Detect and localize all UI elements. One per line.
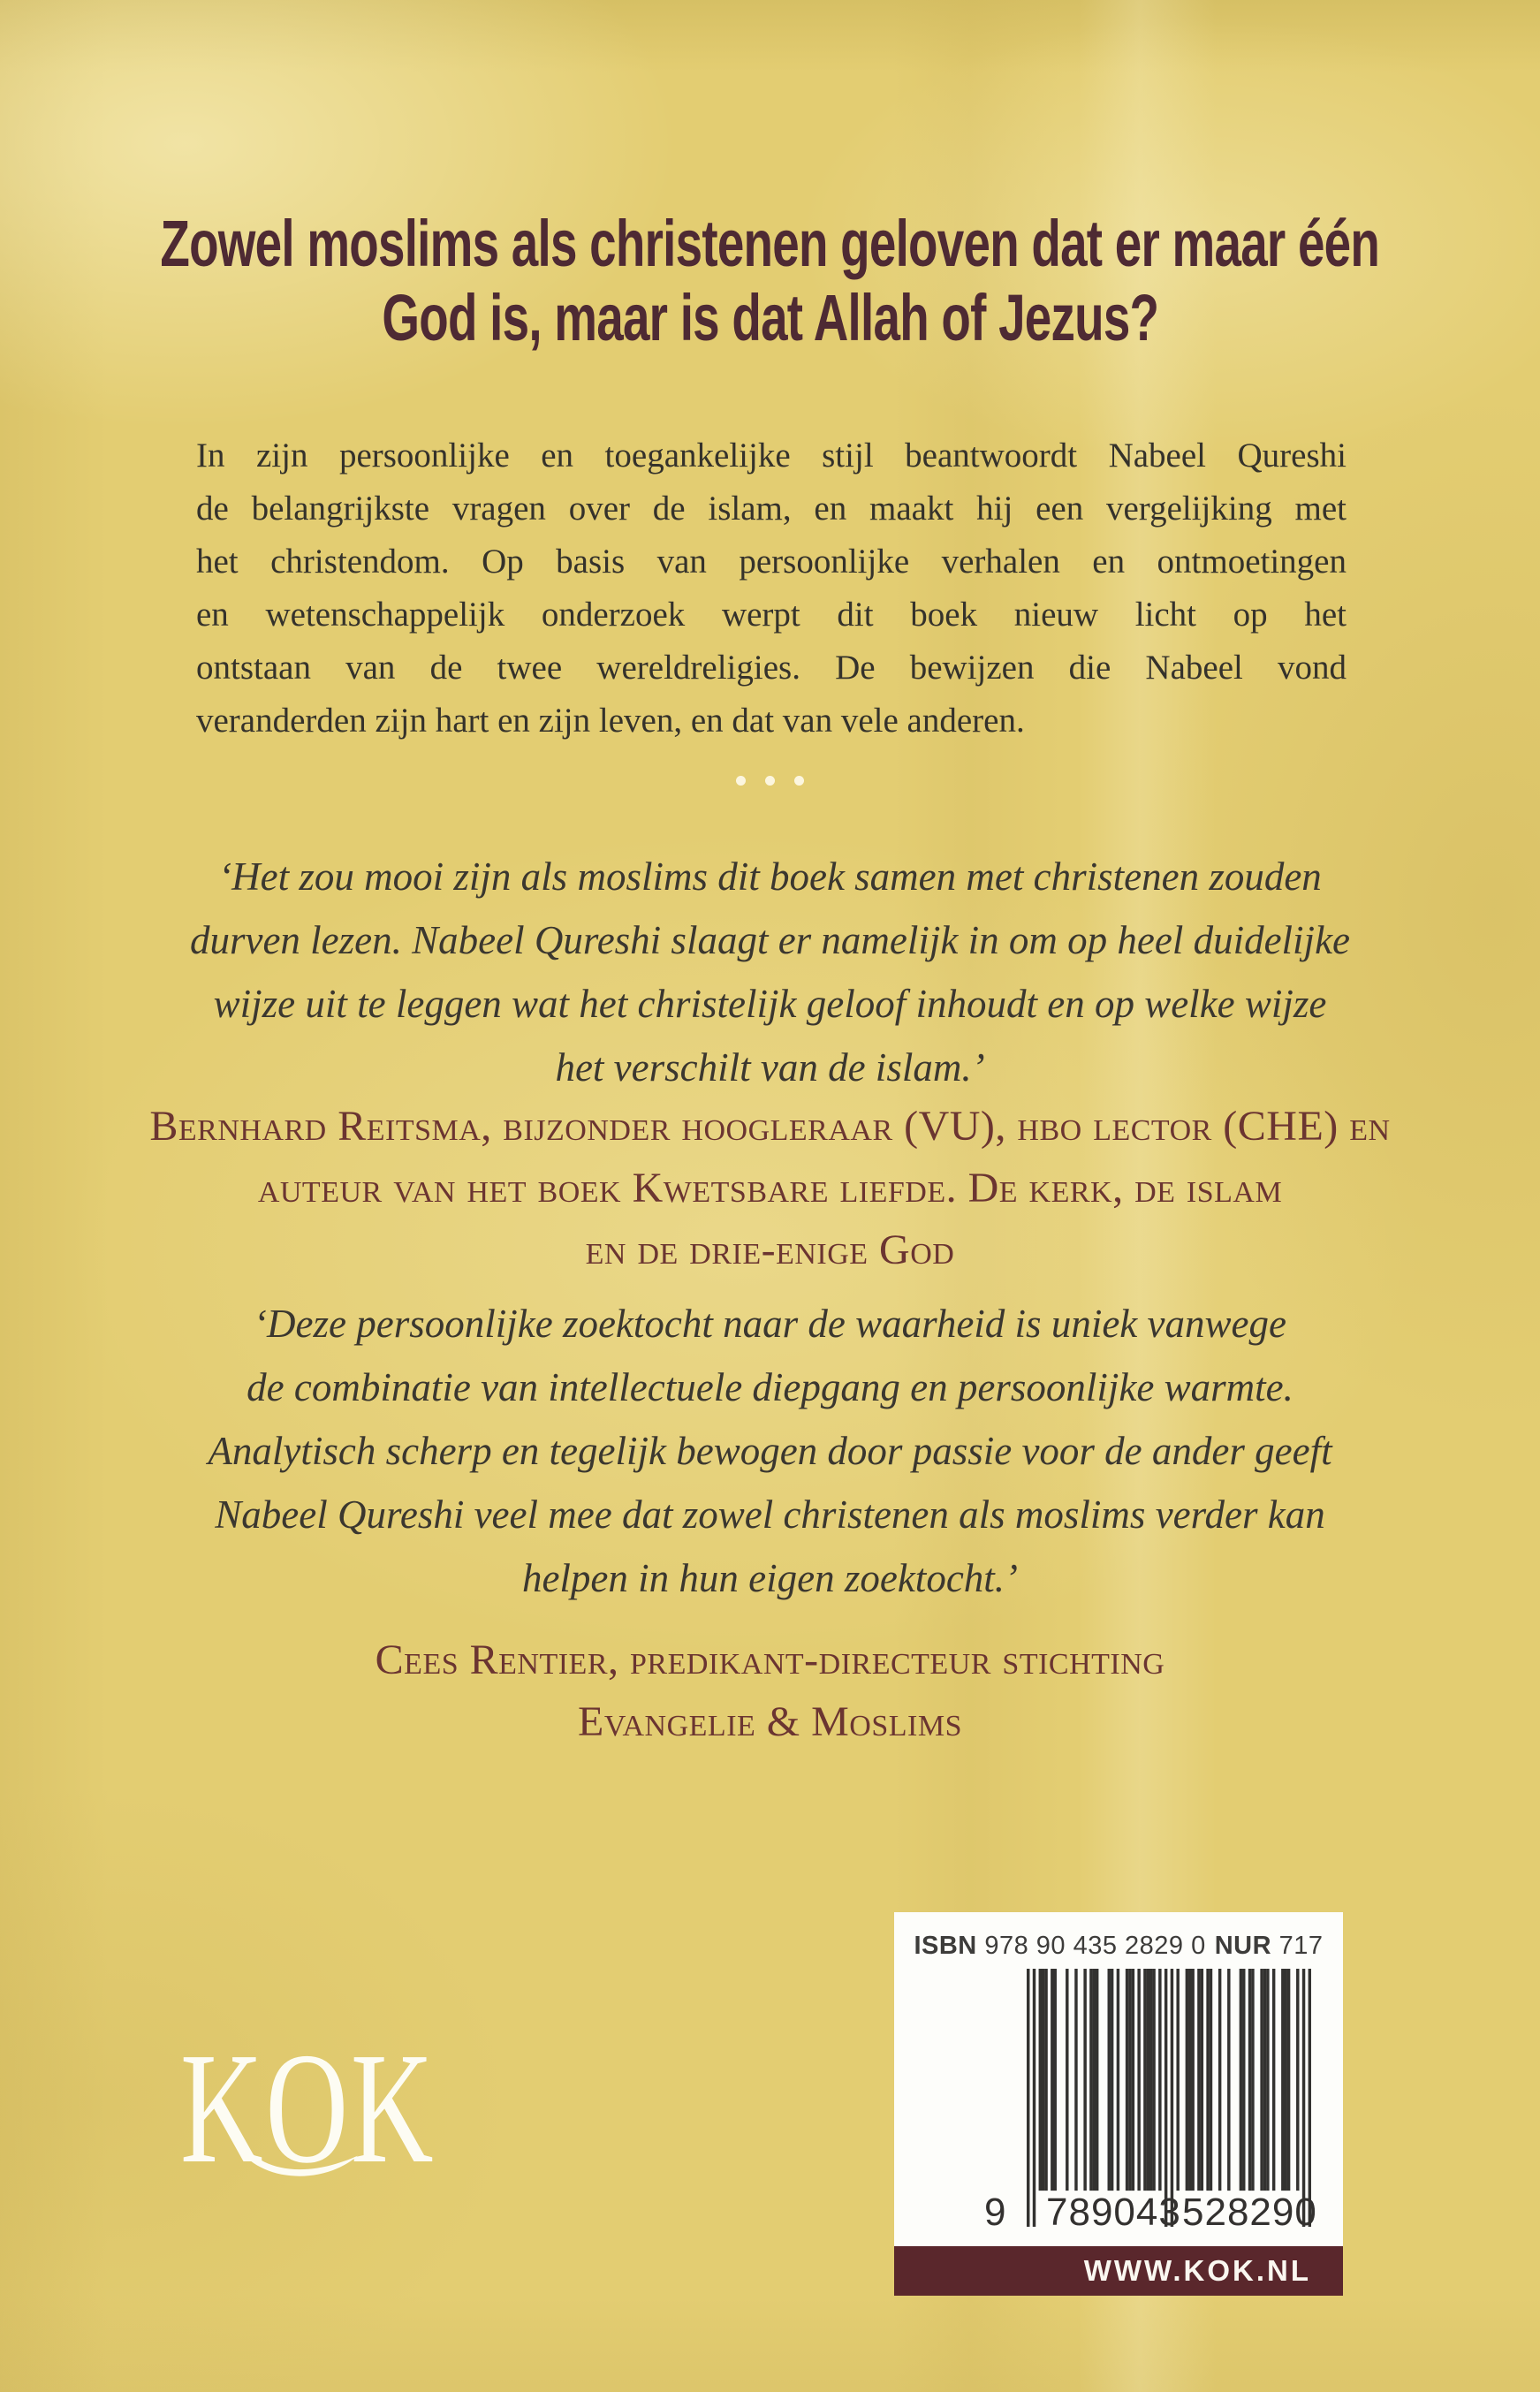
quote-line: ‘Het zou mooi zijn als moslims dit boek samen met christenen zouden <box>218 854 1322 899</box>
divider-dot <box>794 776 804 786</box>
ean13-barcode <box>1027 1969 1311 2227</box>
kok-logo-text: KOK <box>180 2020 436 2196</box>
quote-2 <box>0 1292 1540 1610</box>
quote-line: Analytisch scherp en tegelijk bewogen door passie voor de ander geeft <box>208 1429 1332 1473</box>
isbn-label: ISBN <box>914 1932 977 1960</box>
body-paragraph <box>196 429 1347 748</box>
attribution-line: auteur van het boek Kwetsbare liefde. De kerk, de islam <box>257 1165 1283 1211</box>
attribution-line: Evangelie & Moslims <box>578 1698 962 1745</box>
barcode-digits-right: 528290 <box>1182 2191 1317 2234</box>
quote-line: ‘Deze persoonlijke zoektocht naar de waarheid is uniek vanwege <box>254 1302 1286 1346</box>
divider-dot <box>736 776 746 786</box>
divider-dots <box>0 776 1540 786</box>
body-line: veranderden zijn hart en zijn leven, en dat van vele anderen. <box>196 702 1025 740</box>
quote-2-attribution <box>0 1629 1540 1753</box>
quote-line: Nabeel Qureshi veel mee dat zowel christenen als moslims verder kan <box>215 1492 1325 1537</box>
quote-line: het verschilt van de islam.’ <box>555 1045 985 1090</box>
quote-line: de combinatie van intellectuele diepgang en persoonlijke warmte. <box>247 1365 1293 1409</box>
barcode-digits-left: 789043 <box>1046 2191 1181 2234</box>
attribution-line: Cees Rentier, predikant-directeur stichting <box>375 1636 1165 1683</box>
divider-dot <box>765 776 775 786</box>
attribution-line: Bernhard Reitsma, bijzonder hoogleraar (VU), hbo lector (CHE) en <box>149 1103 1391 1150</box>
body-line: en wetenschappelijk onderzoek werpt dit boek nieuw licht op het <box>196 596 1347 634</box>
quote-1-attribution <box>0 1096 1540 1281</box>
barcode-digit-first: 9 <box>984 2191 1007 2234</box>
isbn-value: 978 90 435 2829 0 <box>984 1932 1206 1960</box>
heading <box>0 207 1540 355</box>
quote-line: wijze uit te leggen wat het christelijk geloof inhoudt en op welke wijze <box>213 982 1327 1026</box>
isbn-line <box>894 1932 1343 1961</box>
nur-label: NUR <box>1214 1932 1272 1960</box>
quote-line: durven lezen. Nabeel Qureshi slaagt er namelijk in om op heel duidelijke <box>189 918 1351 962</box>
kok-logo-swash-icon <box>235 2142 364 2188</box>
nur-value: 717 <box>1278 1932 1324 1960</box>
kok-logo <box>180 2020 551 2223</box>
website-url: WWW.KOK.NL <box>1083 2254 1311 2287</box>
body-line: het christendom. Op basis van persoonlijke verhalen en ontmoetingen <box>196 543 1347 581</box>
quote-1 <box>0 845 1540 1099</box>
website-bar <box>894 2246 1343 2296</box>
isbn-box <box>894 1912 1343 2296</box>
body-line: ontstaan van de twee wereldreligies. De bewijzen die Nabeel vond <box>196 649 1347 687</box>
body-line: de belangrijkste vragen over de islam, en maakt hij een vergelijking met <box>196 490 1347 528</box>
attribution-line: en de drie-enige God <box>585 1226 955 1273</box>
heading-line-1: Zowel moslims als christenen geloven dat er maar één <box>160 207 1380 280</box>
heading-line-2: God is, maar is dat Allah of Jezus? <box>382 281 1158 354</box>
body-line: In zijn persoonlijke en toegankelijke stijl beantwoordt Nabeel Qureshi <box>196 437 1347 475</box>
quote-line: helpen in hun eigen zoektocht.’ <box>521 1556 1019 1600</box>
